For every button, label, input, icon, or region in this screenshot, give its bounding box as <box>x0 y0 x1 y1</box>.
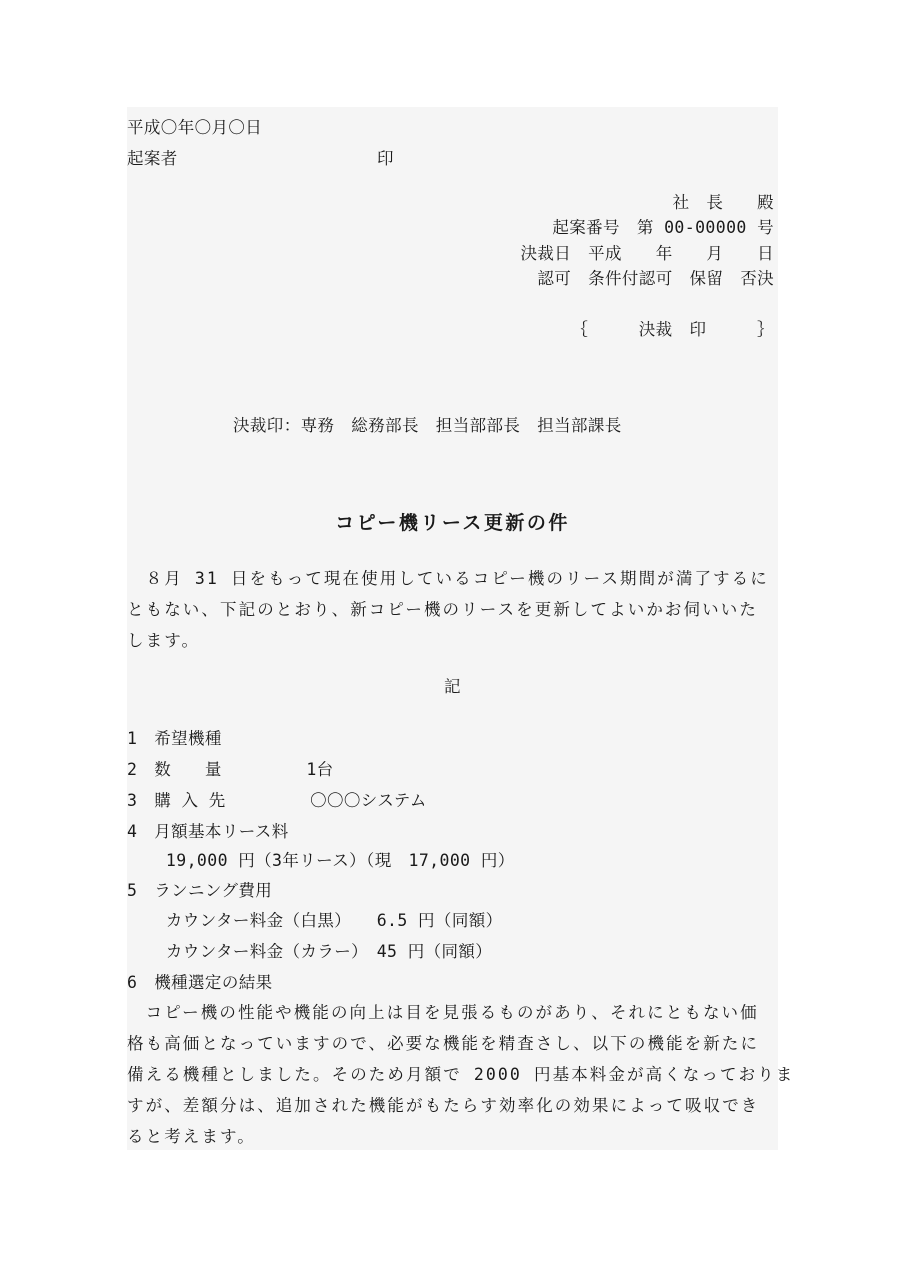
decision-seal-box: ｛ 決裁 印 ｝ <box>571 320 774 339</box>
result-line-5: ると考えます。 <box>127 1127 256 1146</box>
item-5-bw: カウンター料金（白黒） 6.5 円（同額） <box>149 911 503 930</box>
item-6: 6 機種選定の結果 <box>127 973 273 992</box>
item-4: 4 月額基本リース料 <box>127 822 289 841</box>
document-page <box>127 107 795 1150</box>
result-line-1: コピー機の性能や機能の向上は目を見張るものがあり、それにともない価 <box>127 1003 759 1022</box>
draft-number: 起案番号 第 00-00000 号 <box>552 218 774 237</box>
result-line-3: 備える機種としました。そのため月額で 2000 円基本料金が高くなっておりま <box>127 1065 795 1084</box>
date-line: 平成〇年〇月〇日 <box>127 118 263 137</box>
drafter-seal: 印 <box>377 149 394 168</box>
intro-line-2: ともない、下記のとおり、新コピー機のリースを更新してよいかお伺いいた <box>127 600 758 619</box>
approval-options: 認可 条件付認可 保留 否決 <box>537 269 774 288</box>
item-1: 1 希望機種 <box>127 729 222 748</box>
item-5-color: カウンター料金（カラー） 45 円（同額） <box>149 942 493 961</box>
item-3: 3 購 入 先 〇〇〇システム <box>127 791 427 810</box>
addressee: 社 長 殿 <box>672 193 774 212</box>
intro-line-3: します。 <box>127 631 201 650</box>
item-2: 2 数 量 1台 <box>127 760 334 779</box>
item-5: 5 ランニング費用 <box>127 881 273 900</box>
document-title: コピー機リース更新の件 <box>335 512 570 534</box>
ki-heading: 記 <box>444 677 461 696</box>
drafter-label: 起案者 <box>127 149 178 168</box>
decision-date: 決裁日 平成 年 月 日 <box>520 244 774 263</box>
result-line-2: 格も高価となっていますので、必要な機能を精査さし、以下の機能を新たに <box>127 1034 760 1053</box>
intro-line-1: ８月 31 日をもって現在使用しているコピー機のリース期間が満了するに <box>127 569 769 588</box>
result-line-4: すが、差額分は、追加された機能がもたらす効率化の効果によって吸収でき <box>127 1096 760 1115</box>
item-4-detail: 19,000 円（3年リース）（現 17,000 円） <box>149 851 515 870</box>
approval-chain: 決裁印：専務 総務部長 担当部部長 担当部課長 <box>233 416 622 435</box>
